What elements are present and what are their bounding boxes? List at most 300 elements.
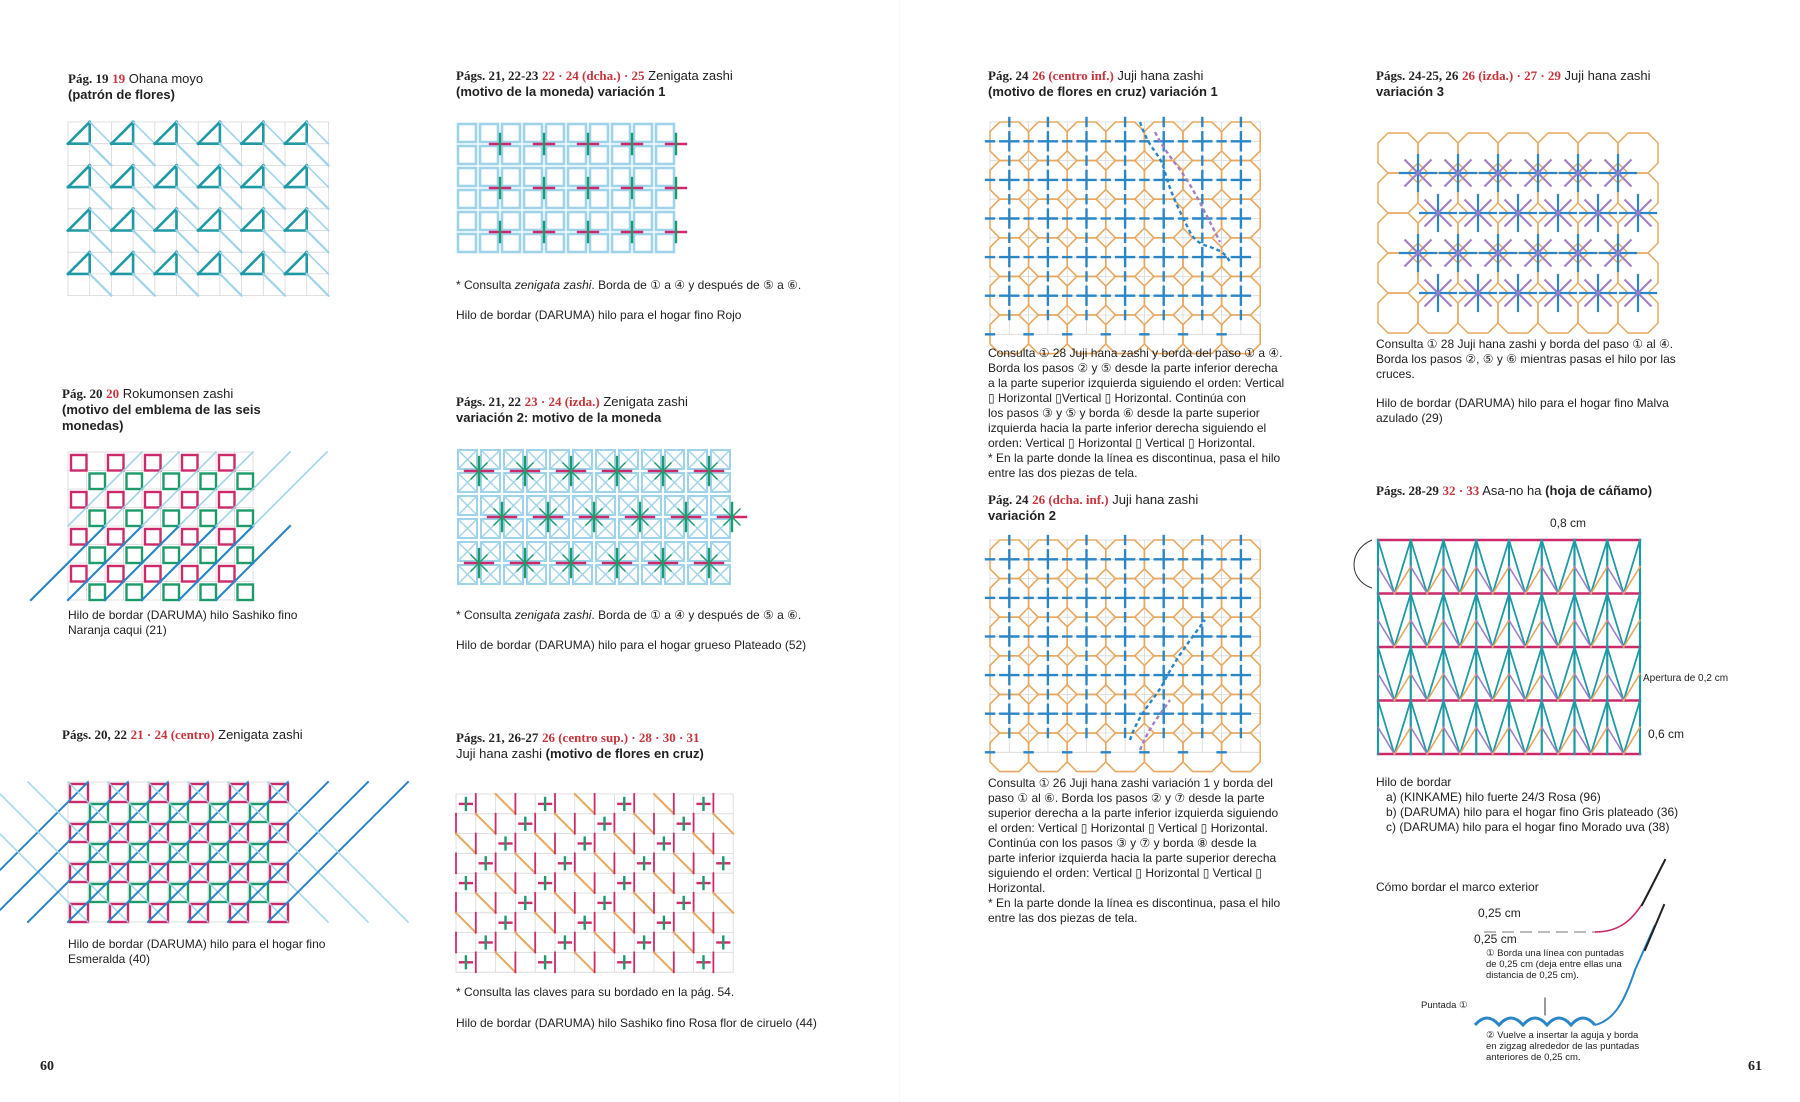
stitch-diag [1444,540,1460,594]
stitch-diag [496,794,516,814]
stitch-line [133,187,155,209]
pattern-4-thread: Hilo de bordar (DARUMA) hilo para el hogar fino Rojo [456,308,742,322]
pattern-9-thread [1376,396,1706,426]
ohana-moyo-diagram [68,122,330,296]
pattern-2-subtitle: (motivo del emblema de las seis monedas) [62,402,261,433]
p7-line: entre las dos piezas de tela. [988,466,1138,480]
stitch-line [68,122,90,144]
stitch-square [458,168,476,186]
stitch-square [568,212,586,230]
stitch-square [590,234,608,252]
stitch-square [524,124,542,142]
stitch-diag [1394,727,1410,754]
stitch-diag [1378,674,1394,701]
stitch-line [307,122,329,144]
stitch-line [307,231,329,253]
pattern-9-instructions [1376,337,1706,382]
stitch-diag [496,952,516,972]
stitch-diag [1542,701,1558,755]
pattern-8-pages: Pág. 24 [988,492,1029,507]
stitch-diag [1509,567,1525,594]
stitch-square [164,474,180,490]
frame-step-1 [1486,948,1624,981]
stitch-diag [1575,540,1591,594]
stitch-line [177,231,199,253]
pattern-9-name: Juji hana zashi [1564,68,1651,83]
stitch-square [502,168,520,186]
stitch-line [220,144,242,166]
stitch-square [612,234,630,252]
stitch-diag [1591,567,1607,594]
stitch-diag [1542,727,1558,754]
stitch-square [656,146,674,164]
stitch-square [127,548,143,564]
pattern-2-name: Rokumonsen zashi [122,386,234,401]
stitch-line [242,165,264,187]
stitch-diag [1427,647,1443,701]
stitch-square [568,190,586,208]
p8-line: el orden: Vertical ▯ Horizontal ▯ Vertical ▯ Horizontal. [988,821,1268,835]
stitch-diag [496,873,516,893]
stitch-line [242,122,264,144]
pattern-6-thread: Hilo de bordar (DARUMA) hilo Sashiko fino Rosa flor de ciruelo (44) [456,1016,817,1030]
stitch-diag [1558,701,1574,755]
stitch-diag [1558,567,1574,594]
p8-line: entre las dos piezas de tela. [988,911,1138,925]
pattern-4-note: * Consulta zenigata zashi. Borda de ① a ④ y después de ⑤ a ⑥. [456,278,802,292]
right-page-number: 61 [1748,1059,1762,1074]
stitch-diag [1476,701,1492,755]
stitch-line [220,231,242,253]
needle [1642,860,1665,905]
p9-thread-line: Hilo de bordar (DARUMA) hilo para el hogar fino Malva [1376,396,1669,410]
stitch-line [90,165,112,187]
p10-thread-line: a) (KINKAME) hilo fuerte 24/3 Rosa (96) [1386,790,1601,804]
stitch-square [634,146,652,164]
stitch-square [590,168,608,186]
stitch-diag [1525,594,1541,648]
pattern-5-numbers: 23 · 24 (izda.) [524,394,600,409]
pattern-5-name: Zenigata zashi [603,394,688,409]
frame-puntada-label: Puntada ① [1421,1000,1468,1011]
pattern-10-bold-name: (hoja de cáñamo) [1545,483,1653,498]
pattern-5-note: * Consulta zenigata zashi. Borda de ① a ④ y después de ⑤ a ⑥. [456,608,802,622]
p9-line: cruces. [1376,367,1415,381]
stitch-diag [535,834,555,854]
p7-line: * En la parte donde la línea es discontinua, pasa el hilo [988,451,1281,465]
stitch-line [133,231,155,253]
stitch-square [634,190,652,208]
stitch-diag [1427,594,1443,648]
pattern-8-subtitle: variación 2 [988,508,1056,523]
p8-line: Consulta ① 26 Juji hana zashi variación 1 y borda del [988,776,1273,790]
stitch-line [220,187,242,209]
stitch-diag [694,834,714,854]
pattern-4-name: Zenigata zashi [648,68,733,83]
stitch-octagon [1378,293,1418,333]
stitch-diag [1607,727,1623,754]
stitch-diag [1378,567,1394,594]
stitch-square [656,190,674,208]
stitch-square [612,168,630,186]
p8-line: paso ① al ⑥. Borda los pasos ② y ⑦ desde la parte [988,791,1265,805]
stitch-line [263,144,285,166]
stitch-line [90,187,112,209]
stitch-diag [515,933,535,953]
stitch-diag [1575,674,1591,701]
pattern-4-numbers: 22 · 24 (dcha.) · 25 [541,68,645,83]
p7-line: los pasos ③ y ⑤ y borda ⑥ desde la parte superior [988,406,1260,420]
stitch-diag [1411,727,1427,754]
stitch-line [307,252,329,274]
stitch-diag [1542,647,1558,701]
stitch-diag [1444,594,1460,648]
stitch-line [177,209,199,231]
stitch-diag [1444,727,1460,754]
frame-dim-1: 0,25 cm [1478,906,1521,920]
stitch-diag [1575,620,1591,647]
stitch-diag [1378,647,1394,701]
pattern-9-subtitle: variación 3 [1376,84,1444,99]
stitch-square [458,234,476,252]
pattern-4-pages: Págs. 21, 22-23 [456,68,539,83]
stitch-square [71,566,87,582]
stitch-square [164,585,180,601]
frame-s1-line: ① Borda una línea con puntadas [1486,948,1624,959]
stitch-diag [1476,727,1492,754]
stitch-diag [614,913,634,933]
stitch-line [253,452,327,526]
p8-line: parte inferior izquierda hacia la parte superior derecha [988,851,1277,865]
pattern-3-numbers: 21 · 24 (centro) [130,727,215,742]
stitch-diag [535,913,555,933]
pattern-4-subtitle: (motivo de la moneda) variación 1 [456,84,666,99]
stitch-diag [1394,540,1410,594]
stitch-line [155,165,177,187]
juji-hana-variation-3-diagram [1378,133,1660,329]
stitch-diag [1509,727,1525,754]
stitch-square [634,124,652,142]
pattern-2-header [62,386,302,434]
stitch-diag [1624,620,1640,647]
stitch-diag [694,913,714,933]
stitch-square [568,234,586,252]
stitch-square [201,548,217,564]
stitch-line [198,122,220,144]
stitch-diag [1394,674,1410,701]
stitch-diag [1558,594,1574,648]
stitch-line [68,252,90,274]
stitch-diag [1525,674,1541,701]
stitch-diag [1542,594,1558,648]
stitch-diag [1476,540,1492,594]
pattern-3-pages: Págs. 20, 22 [62,727,127,742]
stitch-square [480,234,498,252]
stitch-line [177,252,199,274]
stitch-diag [1525,540,1541,594]
stitch-diag [1624,540,1640,594]
stitch-diag [1411,674,1427,701]
frame-s1-line: distancia de 0,25 cm). [1486,970,1579,981]
stitch-diag [1624,674,1640,701]
stitch-square [480,124,498,142]
stitch-diag [1378,594,1394,648]
stitch-square [656,212,674,230]
pattern-6-name-line: Juji hana zashi (motivo de flores en cruz) [456,746,704,761]
stitch-line [90,144,112,166]
p10-thread-line: Hilo de bordar [1376,775,1452,789]
stitch-line [133,209,155,231]
stitch-square [145,492,161,508]
stitch-square [127,474,143,490]
stitch-square [480,146,498,164]
stitch-diag [1444,567,1460,594]
pattern-2-numbers: 20 [106,386,120,401]
pattern-2-pages: Pág. 20 [62,386,103,401]
stitch-diag [1591,540,1607,594]
pattern-9-pages: Págs. 24-25, 26 [1376,68,1459,83]
pattern-9-numbers: 26 (izda.) · 27 · 29 [1461,68,1561,83]
stitch-diag [1378,620,1394,647]
stitch-diag [1493,567,1509,594]
stitch-diag [1493,540,1509,594]
stitch-line [133,144,155,166]
stitch-diag [1394,620,1410,647]
stitch-diag [614,834,634,854]
stitch-line [220,122,242,144]
stitch-square [612,212,630,230]
stitch-line [133,252,155,274]
stitch-square [90,511,106,527]
stitch-diag [1607,701,1623,755]
stitch-diag [634,893,654,913]
stitch-square [634,168,652,186]
stitch-line [242,209,264,231]
stitch-square [90,585,106,601]
pattern-5-thread: Hilo de bordar (DARUMA) hilo para el hogar grueso Plateado (52) [456,638,807,652]
stitch-square [182,529,198,545]
p7-line: Borda los pasos ② y ⑤ desde la parte inferior derecha [988,361,1278,375]
stitch-square [219,566,235,582]
stitch-diag [1493,701,1509,755]
stitch-diag [1427,620,1443,647]
frame-s1-line: de 0,25 cm (deja entre ellas una [1486,959,1622,970]
frame-step-2 [1486,1030,1639,1063]
stitch-diag [595,853,615,873]
stitch-diag [1493,594,1509,648]
stitch-line [242,252,264,274]
pattern-10-thread [1376,775,1706,835]
stitch-square [590,190,608,208]
stitch-diag [595,933,615,953]
pattern-6-numbers: 26 (centro sup.) · 28 · 30 · 31 [541,730,700,745]
stitch-diag [654,794,674,814]
stitch-diag [654,952,674,972]
stitch-square [145,455,161,471]
p7-line: orden: Vertical ▯ Horizontal ▯ Vertical ▯ Horizontal. [988,436,1256,450]
pattern-1-subtitle: (patrón de flores) [68,87,175,102]
stitch-line [263,231,285,253]
stitch-diag [1509,647,1525,701]
frame-s2-line: en zigzag alrededor de las puntadas [1486,1041,1640,1052]
pattern-3-name: Zenigata zashi [218,727,303,742]
stitch-diag [1411,620,1427,647]
stitch-line [177,187,199,209]
stitch-square [458,124,476,142]
stitch-diag [1525,727,1541,754]
zenigata-zashi-diagram [68,782,310,932]
p8-line: * En la parte donde la línea es discontinua, pasa el hilo [988,896,1281,910]
zigzag-stitch [1475,1018,1595,1025]
stitch-line [155,209,177,231]
stitch-line [285,165,307,187]
pattern-10-name: Asa-no ha [1482,483,1542,498]
stitch-square [546,124,564,142]
frame-title: Cómo bordar el marco exterior [1376,880,1539,894]
pattern-8-name: Juji hana zashi [1112,492,1199,507]
stitch-line [111,165,133,187]
stitch-diag [1378,727,1394,754]
pattern-6-pages: Págs. 21, 26-27 [456,730,539,745]
juji-hana-variation-2-diagram [990,540,1272,756]
stitch-diag [1460,567,1476,594]
stitch-square [546,190,564,208]
stitch-diag [575,873,595,893]
frame-dim-2: 0,25 cm [1474,932,1517,946]
stitch-square [90,548,106,564]
stitch-diag [1427,701,1443,755]
pattern-10-numbers: 32 · 33 [1442,483,1480,498]
stitch-square [480,212,498,230]
stitch-diag [1525,567,1541,594]
stitch-line [263,209,285,231]
stitch-square [546,168,564,186]
stitch-square [546,212,564,230]
stitch-diag [1591,647,1607,701]
p7-line: a la parte superior izquierda siguiendo el orden: Vertical [988,376,1285,390]
stitch-diag [1575,567,1591,594]
stitch-diag [1624,701,1640,755]
stitch-diag [1542,674,1558,701]
rokumonsen-zashi-diagram [68,452,268,602]
pattern-6-header [456,730,704,762]
stitch-line [307,187,329,209]
stitch-line [263,252,285,274]
stitch-line [133,274,155,296]
stitch-line [263,122,285,144]
stitch-diag [1444,620,1460,647]
stitch-diag [674,853,694,873]
stitch-square [182,566,198,582]
stitch-line [285,122,307,144]
stitch-diag [456,834,476,854]
pattern-8-header [988,492,1198,524]
stitch-diag [1575,594,1591,648]
stitch-diag [1444,647,1460,701]
stitch-square [524,146,542,164]
stitch-square [634,234,652,252]
stitch-diag [1427,567,1443,594]
stitch-line [111,209,133,231]
stitch-line [155,122,177,144]
stitch-square [219,492,235,508]
stitch-diag [1575,647,1591,701]
stitch-diag [1444,701,1460,755]
stitch-diag [1476,594,1492,648]
zenigata-variation-2-diagram [456,448,738,598]
stitch-diag [1591,727,1607,754]
stitch-diag [1607,594,1623,648]
stitch-square [612,190,630,208]
stitch-line [307,274,329,296]
frame-s2-line: anteriores de 0,25 cm. [1486,1052,1581,1063]
pattern-10-header [1376,483,1652,499]
stitch-line [90,122,112,144]
stitch-square [524,168,542,186]
stitch-diag [1378,701,1394,755]
stitch-line [263,274,285,296]
stitch-line [198,252,220,274]
stitch-square [656,168,674,186]
pattern-7-numbers: 26 (centro inf.) [1032,68,1114,83]
stitch-square [502,212,520,230]
p9-thread-line: azulado (29) [1376,411,1443,425]
stitch-diag [1394,701,1410,755]
stitch-diag [1460,674,1476,701]
stitch-square [71,529,87,545]
stitch-square [238,585,254,601]
stitch-square [612,146,630,164]
stitch-diag [456,913,476,933]
stitch-diag [1525,701,1541,755]
stitch-square [71,455,87,471]
stitch-square [201,585,217,601]
stitch-square [568,168,586,186]
stitch-line [220,209,242,231]
pattern-5-pages: Págs. 21, 22 [456,394,521,409]
stitch-diag [476,893,496,913]
stitch-diag [1427,540,1443,594]
stitch-diag [1394,594,1410,648]
stitch-diag [1509,674,1525,701]
stitch-line [307,209,329,231]
stitch-diag [1525,647,1541,701]
p8-line: Continúa con los pasos ③ y ⑦ y borda ⑧ desde la [988,836,1257,850]
stitch-square [108,455,124,471]
stitch-square [502,146,520,164]
stitch-diag [476,814,496,834]
stitch-diag [1460,594,1476,648]
stitch-line [177,165,199,187]
pattern-1-header [68,71,203,103]
dim-gap-label: Apertura de 0,2 cm [1643,673,1729,684]
needle-thread [1595,870,1660,932]
stitch-diag [1493,674,1509,701]
stitch-line [133,122,155,144]
stitch-square [634,212,652,230]
stitch-diag [1607,540,1623,594]
stitch-square [568,124,586,142]
stitch-diag [1476,647,1492,701]
stitch-square [108,492,124,508]
stitch-line [220,252,242,274]
pattern-2-thread: Hilo de bordar (DARUMA) hilo Sashiko fino Naranja caqui (21) [68,608,298,637]
stitch-line [90,231,112,253]
stitch-square [502,234,520,252]
stitch-diag [1394,567,1410,594]
stitch-square [524,212,542,230]
stitch-diag [555,814,575,834]
